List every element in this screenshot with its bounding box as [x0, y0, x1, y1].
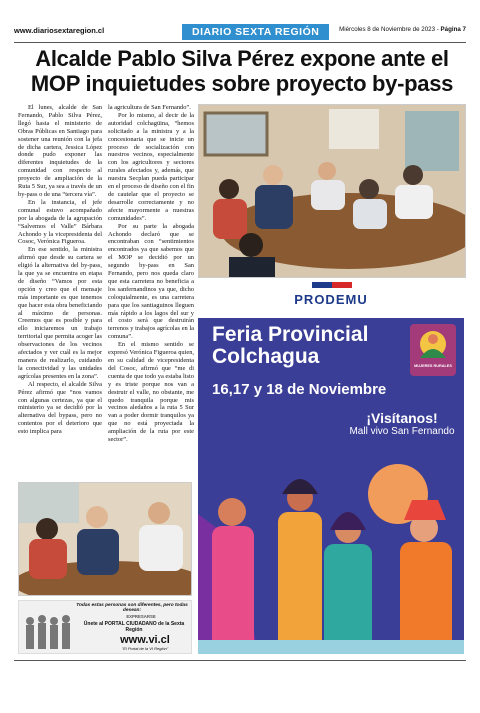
prodemu-logo: PRODEMU [294, 292, 368, 307]
visit-heading: ¡Visítanos! [366, 410, 438, 426]
article-column-1 [18, 104, 102, 474]
bottom-rule [14, 660, 466, 661]
women-illustration [198, 454, 464, 654]
prodemu-advertisement[interactable] [198, 282, 464, 654]
banner-url[interactable]: www.vi.cl [120, 634, 170, 646]
meeting-photo-illustration [199, 105, 465, 277]
visit-location: Mall vivo San Fernando [349, 426, 455, 437]
logo-caption: MUJERES RURALES [414, 364, 452, 368]
top-rule [14, 42, 466, 43]
people-silhouettes-icon [23, 607, 73, 651]
article-column-2 [108, 104, 194, 479]
banner-cta: Únete al PORTAL CIUDADANO de la Sexta Región [83, 621, 185, 633]
meeting-photo-secondary-illustration [19, 483, 191, 595]
paragraph: En ese sentido, la ministra afirmó que desde su cartera se eligió la alternativa del by-pass, la que ya se encuentra en etapa de diseño “Vamos por esta opción y creo que el mensaje más importante es que tenemos que hacer esta obra beneficiando al máximo de personas. Creemos que es posible y para ello iniciaremos un trabajo territorial que permita acoger las observaciones de los vecinos afectados y ver cuál es la mejor manera de realizarlo, cuidando la conectividad y las unidades agrícolas presentes en la zona”. [18, 246, 102, 380]
paragraph: En la instancia, el jefe comunal estuvo acompañado por la abogada de la agrupación “Salvemos el Valle” Bárbara Achondo y la vicepresidenta del Cosoc, Verónica Figueroa. [18, 198, 102, 246]
paragraph: El lunes, alcalde de San Fernando, Pablo Silva Pérez, llegó hasta el ministerio de Obras Públicas en Santiago para sostener una reunión con la jefa de dicha cartera, Jessica López donde pudo exponer las diferentes inquietudes de la comunidad con respecto al proyecto de ampliación de la Ruta 5 Sur, ya sea a través de un by-pass o de una “tercera vía”. [18, 104, 102, 198]
meeting-photo-secondary [18, 482, 192, 596]
feria-logo-icon [410, 324, 456, 364]
section-banner: DIARIO SEXTA REGIÓN [182, 24, 329, 40]
chile-flag-stripe-icon [312, 282, 352, 288]
site-url[interactable]: www.diariosextaregion.cl [14, 26, 105, 35]
meeting-photo [198, 104, 466, 278]
page-number: Página 7 [440, 26, 466, 33]
paragraph: En el mismo sentido se expresó Verónica Figueroa quien, en su calidad de vicepresidenta del Cosoc, afirmó que “me di cuenta de que todo ya estaba listo y es triste porque nos van a destruir el valle, no obstante, me quedo tranquila porque mis vecinos aledaños a la ruta 5 Sur van a poder dormir tranquilos ya que no está proyectada la ampliación de la ruta por este sector”. [108, 341, 194, 444]
banner-tagline: Todas estas personas son diferentes, pero todas desean: [76, 603, 188, 613]
paragraph: Por su parte la abogada Achondo declaró que se encontraban con “sentimientos encontrados ya que sabemos que el MOP se decidió por un segundo by-pass en San Fernando, pero nos queda claro que esta carretera no beneficia a los sanfernandinos ya que, dicho coloquialmente, es una carretera para que los santiaguinos lleguen más rápido a los lagos del sur y el costo será que destruirán terrenos y trabajos agrícolas en la comuna”. [108, 222, 194, 341]
banner-sub: EXPRESARSE [126, 614, 156, 619]
article-headline: Alcalde Pablo Silva Pérez expone ante el MOP inquietudes sobre proyecto by-pass [30, 46, 454, 96]
portal-ciudadano-banner[interactable] [18, 600, 192, 654]
ad-header [198, 282, 464, 318]
visit-block [346, 410, 458, 437]
ad-title: Feria Provincial Colchagua [212, 323, 369, 368]
paragraph: Por lo mismo, al decir de la autoridad colchagüina, “hemos solicitado a la ministra y a la concesionaria que se inicie un proceso de socialización con nuestros vecinos, especialmente con los agricultores y sectores rurales afectados y, además, que nuestra Secplan pueda participar en el proceso de diseño con el fin de cautelar que el proyecto se desarrolle correctamente y no afecte mayormente a nuestras comunidades”. [108, 111, 194, 222]
banner-slogan: "El Portal de la VI Región" [121, 646, 169, 651]
mujeres-rurales-logo [410, 324, 456, 376]
date-line [339, 26, 466, 33]
paragraph: la agricultura de San Fernando”. [108, 104, 191, 111]
paragraph: Al respecto, el alcalde Silva Pérez afirmó que “nos vamos con algunas certezas, ya que el ministerio ya se decidió por la alternativa del bypass, pero no contentos por el deterioro que esto implica para [18, 380, 102, 436]
ad-dates: 16,17 y 18 de Noviembre [212, 381, 387, 398]
page-header [14, 24, 466, 40]
date-text: Miércoles 8 de Noviembre de 2023 - [339, 26, 441, 33]
